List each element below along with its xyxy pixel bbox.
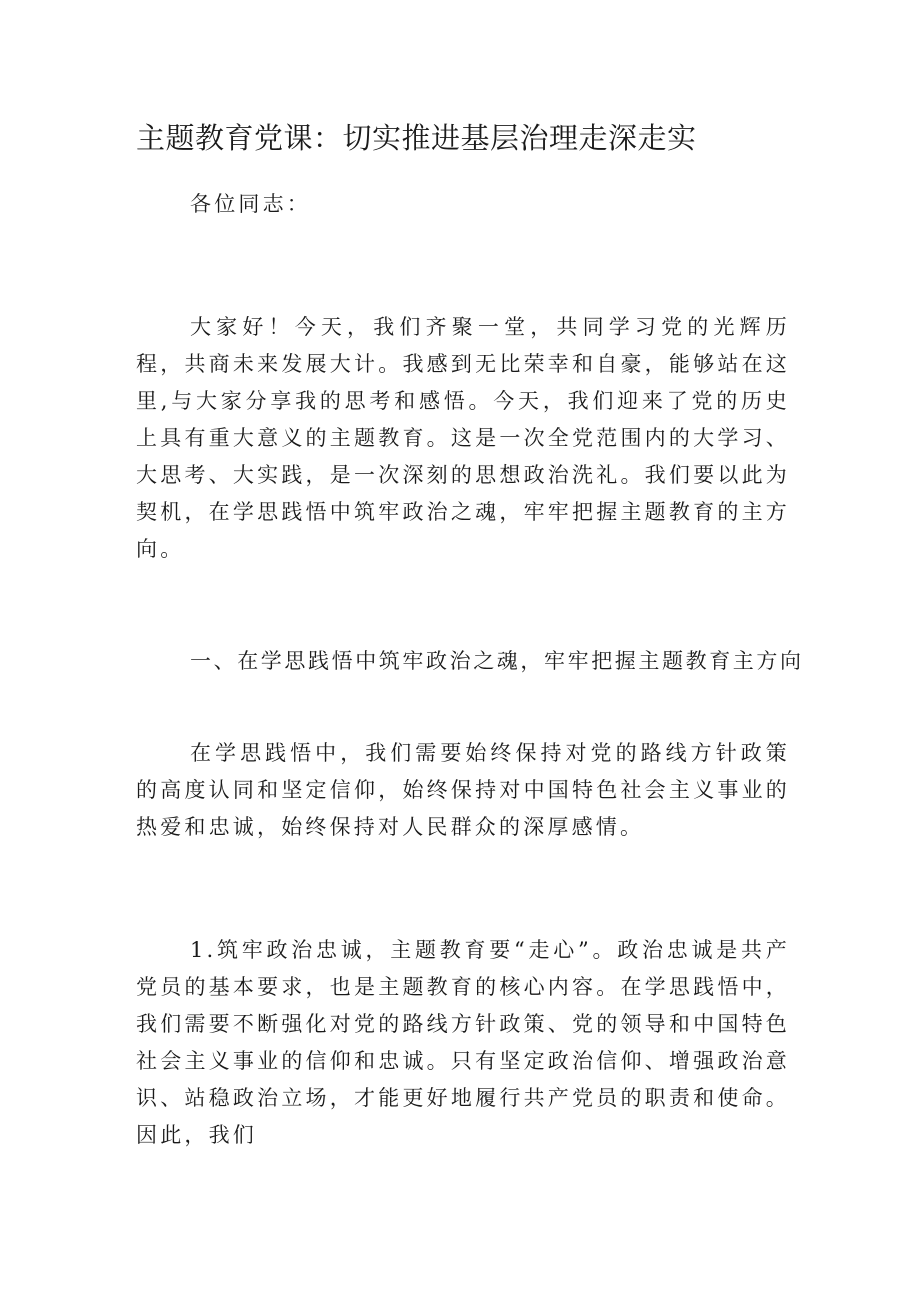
intro-paragraph: 大家好！今天，我们齐聚一堂，共同学习党的光辉历程，共商未来发展大计。我感到无比荣幸和自豪，能够站在这里,与大家分享我的思考和感悟。今天，我们迎来了党的历史上具有重大意义的主题教育。这是一次全党范围内的大学习、大思考、大实践，是一次深刻的思想政治洗礼。我们要以此为契机，在学思践悟中筑牢政治之魂，牢牢把握主题教育的主方向。: [136, 315, 790, 561]
section-heading-1: 一、在学思践悟中筑牢政治之魂，牢牢把握主题教育主方向: [190, 649, 804, 673]
section1-body-paragraph: 在学思践悟中，我们需要始终保持对党的路线方针政策的高度认同和坚定信仰，始终保持对中国特色社会主义事业的热爱和忠诚，始终保持对人民群众的深厚感情。: [136, 741, 790, 839]
point1-paragraph: 1.筑牢政治忠诚，主题教育要“走心”。政治忠诚是共产党员的基本要求，也是主题教育的核心内容。在学思践悟中，我们需要不断强化对党的路线方针政策、党的领导和中国特色社会主义事业的信仰和忠诚。只有坚定政治信仰、增强政治意识、站稳政治立场，才能更好地履行共产党员的职责和使命。因此，我们: [136, 938, 790, 1147]
greeting-paragraph: 各位同志：: [190, 192, 311, 216]
document-title: 主题教育党课：切实推进基层治理走深走实: [136, 121, 697, 155]
